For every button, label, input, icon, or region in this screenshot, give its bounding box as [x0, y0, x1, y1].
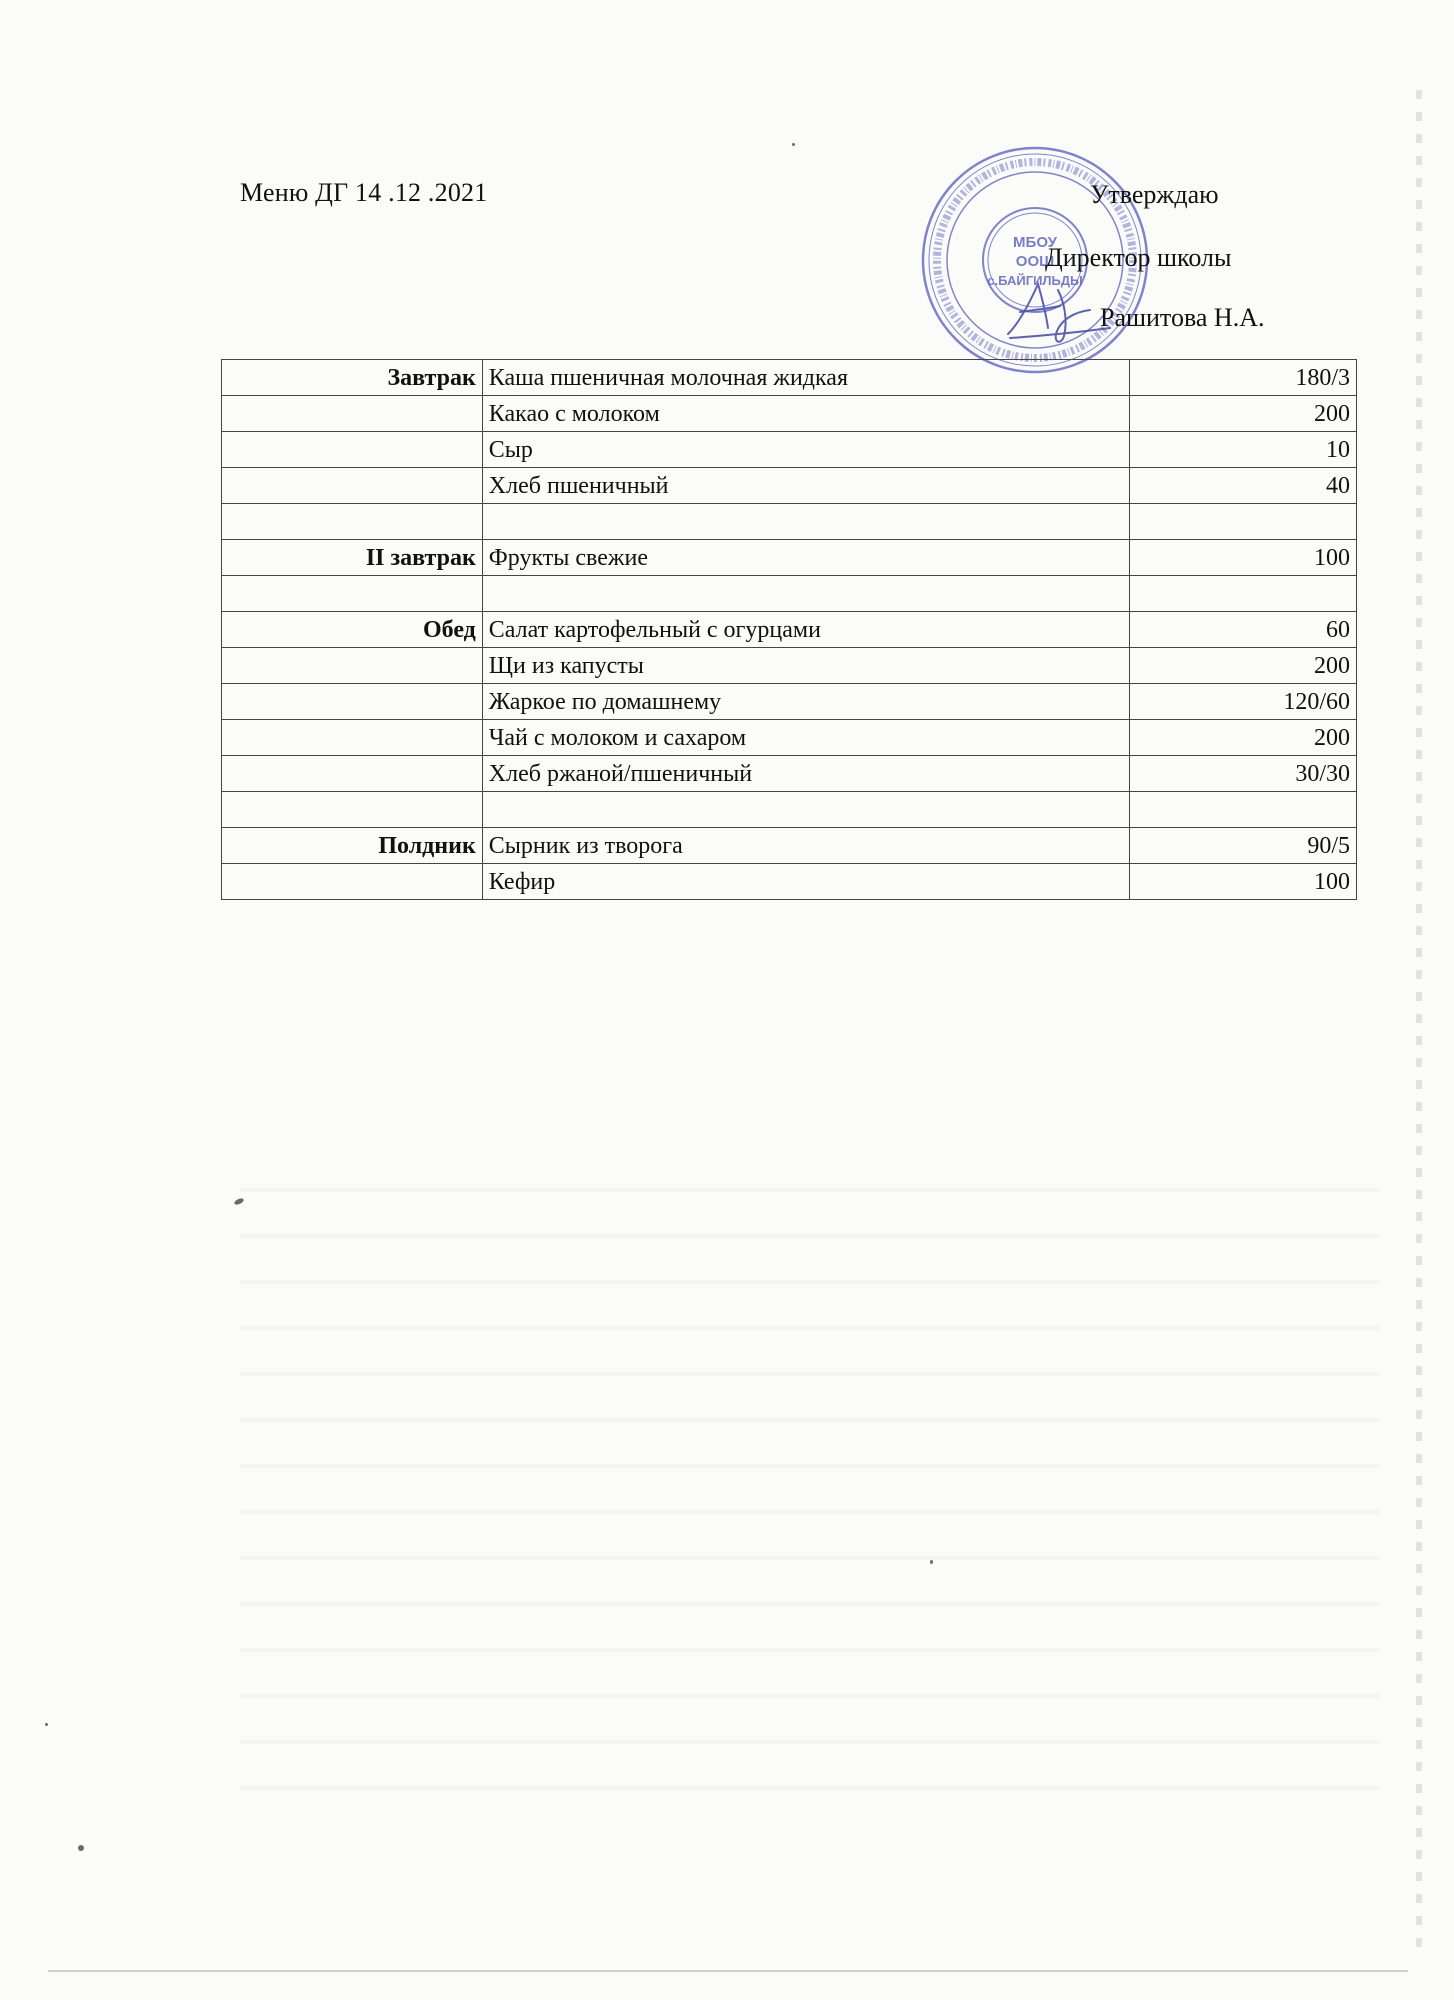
menu-meal-cell: [222, 684, 483, 720]
menu-meal-cell: Обед: [222, 612, 483, 648]
stamp-text-mid: ООШ: [1015, 253, 1055, 270]
menu-dish-cell: Сыр: [482, 432, 1129, 468]
menu-portion-cell: 180/3: [1130, 360, 1357, 396]
menu-meal-cell: Полдник: [222, 828, 483, 864]
menu-meal-cell: Завтрак: [222, 360, 483, 396]
menu-meal-cell: [222, 576, 483, 612]
menu-row: [222, 720, 1357, 756]
menu-row: [222, 576, 1357, 612]
menu-portion-cell: [1130, 576, 1357, 612]
menu-title: Меню ДГ 14 .12 .2021: [240, 178, 488, 207]
menu-dish-cell: Сырник из творога: [482, 828, 1129, 864]
menu-meal-cell: [222, 468, 483, 504]
menu-dish-cell: Салат картофельный с огурцами: [482, 612, 1129, 648]
menu-table-body: [222, 360, 1357, 900]
menu-row: [222, 432, 1357, 468]
menu-meal-cell: [222, 756, 483, 792]
menu-dish-cell: [482, 576, 1129, 612]
menu-dish-cell: Хлеб ржаной/пшеничный: [482, 756, 1129, 792]
menu-meal-cell: II завтрак: [222, 540, 483, 576]
menu-row: [222, 756, 1357, 792]
menu-portion-cell: 200: [1130, 396, 1357, 432]
menu-portion-cell: 90/5: [1130, 828, 1357, 864]
menu-portion-cell: 200: [1130, 720, 1357, 756]
menu-portion-cell: 30/30: [1130, 756, 1357, 792]
menu-row: [222, 396, 1357, 432]
menu-portion-cell: 100: [1130, 864, 1357, 900]
menu-meal-cell: [222, 432, 483, 468]
menu-portion-cell: 40: [1130, 468, 1357, 504]
stamp-text-bottom: с.БАЙГИЛЬДЫ: [987, 273, 1083, 288]
menu-portion-cell: 120/60: [1130, 684, 1357, 720]
menu-dish-cell: Каша пшеничная молочная жидкая: [482, 360, 1129, 396]
menu-row: [222, 792, 1357, 828]
menu-dish-cell: Жаркое по домашнему: [482, 684, 1129, 720]
menu-row: [222, 504, 1357, 540]
menu-meal-cell: [222, 504, 483, 540]
menu-portion-cell: 200: [1130, 648, 1357, 684]
scan-edge-streak: [1416, 90, 1422, 1950]
menu-meal-cell: [222, 864, 483, 900]
scan-dust-mark: [45, 1723, 48, 1726]
menu-dish-cell: Чай с молоком и сахаром: [482, 720, 1129, 756]
menu-row: [222, 612, 1357, 648]
menu-row: [222, 468, 1357, 504]
menu-row: [222, 360, 1357, 396]
menu-meal-cell: [222, 648, 483, 684]
menu-row: [222, 684, 1357, 720]
menu-meal-cell: [222, 792, 483, 828]
scan-bottom-edge-line: [48, 1970, 1408, 1972]
scan-dust-mark: [930, 1560, 933, 1564]
menu-portion-cell: [1130, 792, 1357, 828]
menu-table: [221, 359, 1357, 900]
menu-dish-cell: Хлеб пшеничный: [482, 468, 1129, 504]
menu-dish-cell: Кефир: [482, 864, 1129, 900]
menu-dish-cell: Фрукты свежие: [482, 540, 1129, 576]
director-signature: [1000, 272, 1115, 352]
approval-position-label: Директор школы: [1045, 243, 1232, 272]
approval-signatory-name: Рашитова Н.А.: [1100, 303, 1265, 332]
scan-bleed-through: [240, 1160, 1380, 1800]
menu-meal-cell: [222, 720, 483, 756]
menu-portion-cell: [1130, 504, 1357, 540]
menu-row: [222, 864, 1357, 900]
menu-row: [222, 540, 1357, 576]
menu-row: [222, 828, 1357, 864]
menu-dish-cell: Щи из капусты: [482, 648, 1129, 684]
scan-dust-mark: [792, 143, 795, 146]
menu-meal-cell: [222, 396, 483, 432]
scan-dust-mark: [78, 1845, 84, 1851]
menu-dish-cell: Какао с молоком: [482, 396, 1129, 432]
menu-dish-cell: [482, 792, 1129, 828]
menu-row: [222, 648, 1357, 684]
stamp-text-top: МБОУ: [1013, 234, 1057, 251]
menu-portion-cell: 60: [1130, 612, 1357, 648]
menu-dish-cell: [482, 504, 1129, 540]
approval-approve-label: Утверждаю: [1090, 180, 1219, 209]
menu-portion-cell: 100: [1130, 540, 1357, 576]
menu-portion-cell: 10: [1130, 432, 1357, 468]
